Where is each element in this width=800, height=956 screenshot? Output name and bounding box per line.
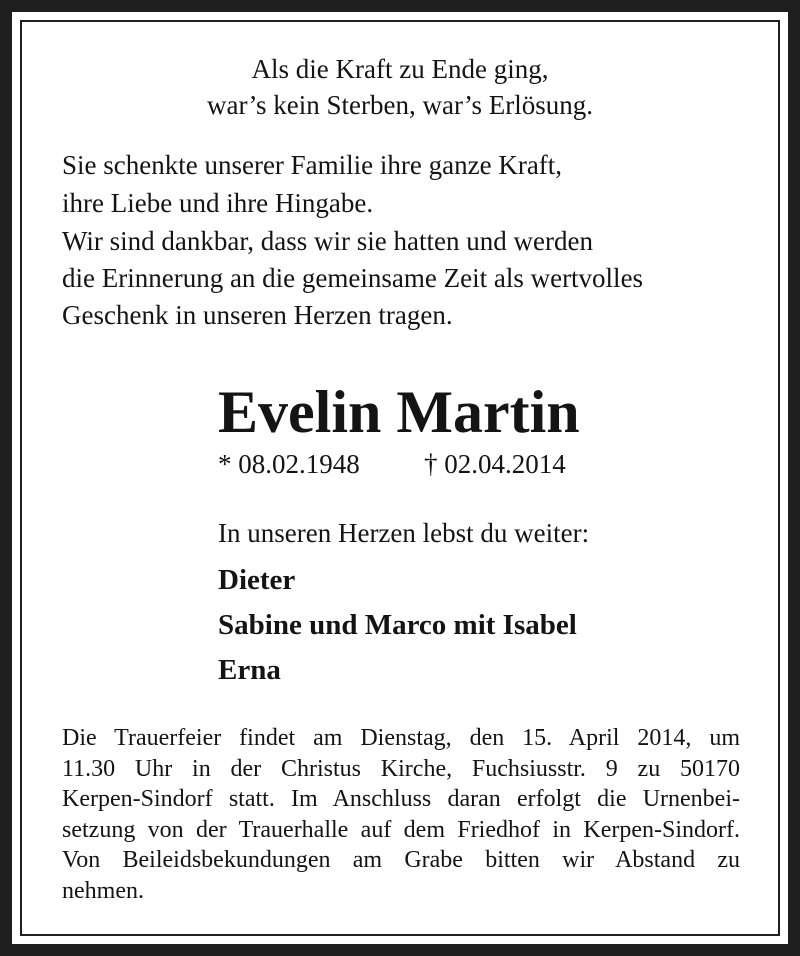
tribute-line-5: Geschenk in unseren Herzen tragen.	[62, 300, 453, 330]
motto-line-1: Als die Kraft zu Ende ging,	[251, 54, 549, 84]
tribute-line-4: die Erinnerung an die gemeinsame Zeit als wertvolles	[62, 263, 644, 293]
motto-line-2: war’s kein Sterben, war’s Erlösung.	[207, 90, 593, 120]
tribute-line-3: Wir sind dankbar, dass wir sie hatten und werden	[62, 226, 593, 256]
birth-date: * 08.02.1948	[218, 449, 360, 479]
notice-line: Die Trauerfeier findet am Dienstag, den 15. April 2014, um	[62, 725, 740, 751]
notice-line: Kerpen-Sindorf statt. Im Anschluss daran erfolgt die Urnenbei-	[62, 786, 740, 812]
notice-line: Von Beileidsbekundungen am Grabe bitten wir Abstand zu	[62, 847, 740, 873]
death-date: † 02.04.2014	[424, 449, 566, 479]
tribute-line-2: ihre Liebe und ihre Hingabe.	[62, 188, 374, 218]
deceased-name: Evelin Martin	[218, 379, 580, 445]
notice-line: setzung von der Trauerhalle auf dem Friedhof in Kerpen-Sindorf.	[62, 816, 740, 843]
notice-line: 11.30 Uhr in der Christus Kirche, Fuchsiusstr. 9 zu 50170	[62, 755, 740, 782]
funeral-notice	[62, 723, 740, 906]
tribute-line-1: Sie schenkte unserer Familie ihre ganze Kraft,	[62, 150, 563, 180]
mourner-name: Dieter	[218, 564, 296, 596]
mourners-intro: In unseren Herzen lebst du weiter:	[218, 518, 590, 548]
notice-line: nehmen.	[62, 877, 144, 904]
mourner-name: Erna	[218, 654, 281, 686]
mourner-name: Sabine und Marco mit Isabel	[218, 609, 577, 641]
